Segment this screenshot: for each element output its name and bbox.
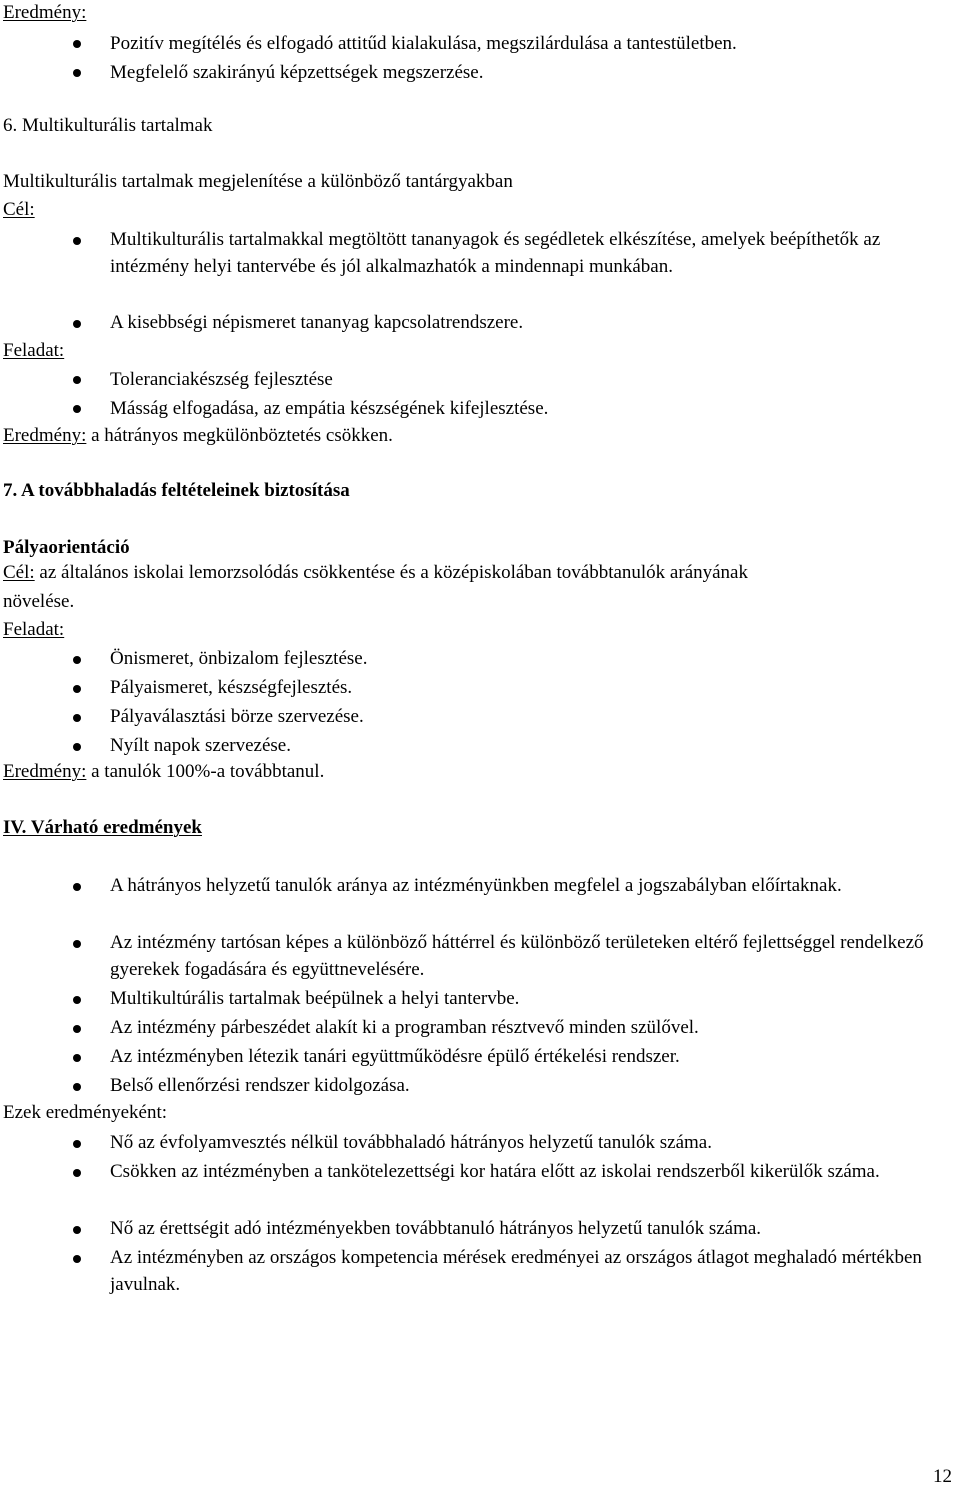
bullet-icon	[73, 996, 81, 1004]
list-item: Nyílt napok szervezése.	[110, 735, 291, 756]
bullet-icon	[73, 714, 81, 722]
section-subheading: Multikulturális tartalmak megjelenítése a különböző tantárgyakban	[3, 171, 513, 192]
list-item: Nő az érettségit adó intézményekben továbbtanuló hátrányos helyzetű tanulók száma.	[110, 1218, 762, 1239]
cel-text: az általános iskolai lemorzsolódás csökkentése és a középiskolában továbbtanulók arányának	[34, 562, 748, 583]
bullet-icon	[73, 1255, 81, 1263]
list-item: Csökken az intézményben a tankötelezettségi kor határa előtt az iskolai rendszerből kikerülők száma.	[110, 1161, 880, 1182]
bullet-icon	[73, 320, 81, 328]
bullet-icon	[73, 685, 81, 693]
list-item: Az intézményben az országos kompetencia mérések eredményei az országos átlagot meghaladó mértékben javulnak.	[110, 1247, 922, 1295]
eredmeny-line	[3, 761, 324, 783]
list-item: A kisebbségi népismeret tananyag kapcsolatrendszere.	[110, 312, 524, 333]
section-heading: IV. Várható eredmények	[3, 817, 202, 838]
cel-label: Cél:	[3, 199, 35, 220]
cel-line	[3, 562, 748, 584]
cel-text-continued: növelése.	[3, 591, 75, 612]
list-item: Az intézmény párbeszédet alakít ki a programban résztvevő minden szülővel.	[110, 1017, 699, 1038]
eredmeny-line	[3, 425, 393, 447]
bullet-icon	[73, 40, 81, 48]
bullet-icon	[73, 405, 81, 413]
list-item: Pályaismeret, készségfejlesztés.	[110, 677, 353, 698]
list-item: Megfelelő szakirányú képzettségek megszerzése.	[110, 62, 484, 83]
ezek-label: Ezek eredményeként:	[3, 1102, 168, 1123]
page-number: 12	[933, 1466, 952, 1487]
bullet-icon	[73, 1140, 81, 1148]
cel-label: Cél:	[3, 562, 35, 583]
list-item: Nő az évfolyamvesztés nélkül továbbhaladó hátrányos helyzetű tanulók száma.	[110, 1132, 712, 1153]
eredmeny-text: a hátrányos megkülönböztetés csökken.	[86, 425, 393, 446]
list-item: Az intézményben létezik tanári együttműködésre épülő értékelési rendszer.	[110, 1046, 680, 1067]
feladat-label: Feladat:	[3, 619, 65, 640]
bullet-icon	[73, 1169, 81, 1177]
bullet-icon	[73, 376, 81, 384]
bullet-icon	[73, 883, 81, 891]
bullet-icon	[73, 1054, 81, 1062]
eredmeny-label: Eredmény:	[3, 425, 87, 446]
eredmeny-label: Eredmény:	[3, 761, 87, 782]
list-item: Multikultúrális tartalmak beépülnek a helyi tantervbe.	[110, 988, 520, 1009]
bullet-icon	[73, 940, 81, 948]
section-heading: 7. A továbbhaladás feltételeinek biztosítása	[3, 480, 350, 501]
eredmeny-label: Eredmény:	[3, 2, 87, 23]
eredmeny-text: a tanulók 100%-a továbbtanul.	[86, 761, 325, 782]
bullet-icon	[73, 1083, 81, 1091]
list-item: Másság elfogadása, az empátia készségének kifejlesztése.	[110, 398, 549, 419]
bullet-icon	[73, 1025, 81, 1033]
list-item: Toleranciakészség fejlesztése	[110, 369, 333, 390]
section-subheading: Pályaorientáció	[3, 537, 130, 558]
bullet-icon	[73, 69, 81, 77]
feladat-label: Feladat:	[3, 340, 65, 361]
list-item: Az intézmény tartósan képes a különböző háttérrel és különböző területeken eltérő fejlettséggel rendelkező gyerekek fogadására és együttnevelésére.	[110, 932, 924, 980]
section-heading: 6. Multikulturális tartalmak	[3, 115, 213, 136]
bullet-icon	[73, 1226, 81, 1234]
list-item: Pozitív megítélés és elfogadó attitűd kialakulása, megszilárdulása a tantestületben.	[110, 33, 737, 54]
bullet-icon	[73, 656, 81, 664]
list-item: Multikulturális tartalmakkal megtöltött tananyagok és segédletek elkészítése, amelyek beépíthetők az intézmény helyi tantervébe és jól alkalmazhatók a mindennapi munkában.	[110, 229, 881, 277]
list-item: Önismeret, önbizalom fejlesztése.	[110, 648, 368, 669]
list-item: Pályaválasztási börze szervezése.	[110, 706, 364, 727]
bullet-icon	[73, 237, 81, 245]
list-item: Belső ellenőrzési rendszer kidolgozása.	[110, 1075, 410, 1096]
bullet-icon	[73, 743, 81, 751]
list-item: A hátrányos helyzetű tanulók aránya az intézményünkben megfelel a jogszabályban előírtaknak.	[110, 875, 842, 896]
